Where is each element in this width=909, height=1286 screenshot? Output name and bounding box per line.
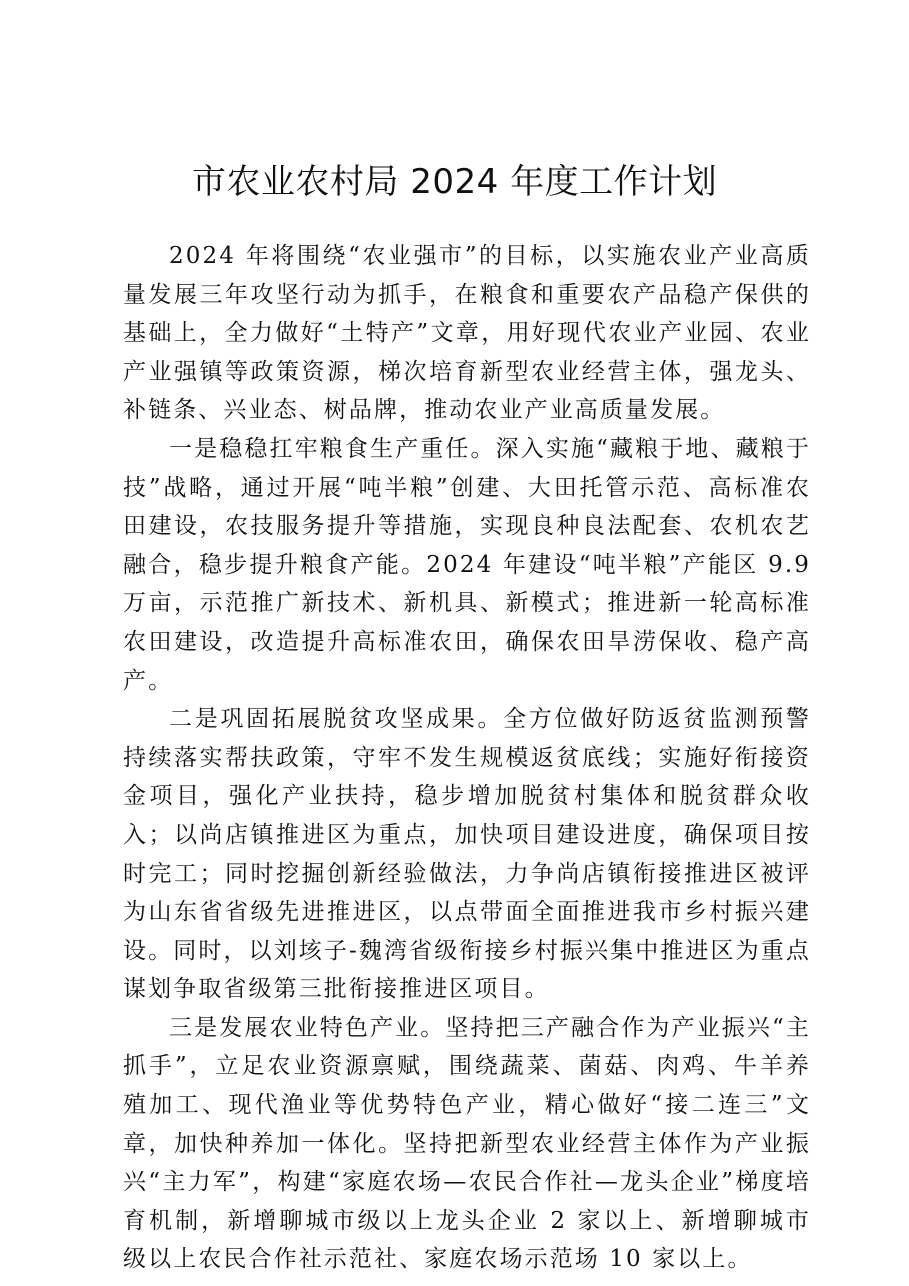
paragraph-poverty-alleviation: 二是巩固拓展脱贫攻坚成果。全方位做好防返贫监测预警持续落实帮扶政策，守牢不发生规模返贫底线；实施好衔接资金项目，强化产业扶持，稳步增加脱贫村集体和脱贫群众收入；以尚店镇推进区为重点，加快项目建设进度，确保项目按时完工；同时挖掘创新经验做法，力争尚店镇衔接推进区被评为山东省省级先进推进区，以点带面全面推进我市乡村振兴建设。同时，以刘垓子-魏湾省级衔接乡村振兴集中推进区为重点谋划争取省级第三批衔接推进区项目。 [123,706,811,1003]
paragraph-intro: 2024 年将围绕“农业强市”的目标，以实施农业产业高质量发展三年攻坚行动为抓手，在粮食和重要农产品稳产保供的基础上，全力做好“土特产”文章，用好现代农业产业园、农业产业强镇等政策资源，梯次培育新型农业经营主体，强龙头、补链条、兴业态、树品牌，推动农业产业高质量发展。 [123,243,811,424]
document-body [123,237,811,1279]
document-title: 市农业农村局 2024 年度工作计划 [191,162,718,202]
paragraph-grain-production: 一是稳稳扛牢粮食生产重任。深入实施“藏粮于地、藏粮于技”战略，通过开展“吨半粮”创建、大田托管示范、高标准农田建设，农技服务提升等措施，实现良种良法配套、农机农艺融合，稳步提升粮食产能。2024 年建设“吨半粮”产能区 9.9 万亩，示范推广新技术、新机具、新模式；推进新一轮高标准农田建设，改造提升高标准农田，确保农田旱涝保收、稳产高产。 [123,435,811,694]
paragraph-specialty-industry: 三是发展农业特色产业。坚持把三产融合作为产业振兴“主抓手”，立足农业资源禀赋，围绕蔬菜、菌菇、肉鸡、牛羊养殖加工、现代渔业等优势特色产业，精心做好“接二连三”文章，加快种养加一体化。坚持把新型农业经营主体作为产业振兴“主力军”，构建“家庭农场—农民合作社—龙头企业”梯度培育机制，新增聊城市级以上龙头企业 2 家以上、新增聊城市级以上农民合作社示范社、家庭农场示范场 10 家以上。 [123,1014,811,1273]
